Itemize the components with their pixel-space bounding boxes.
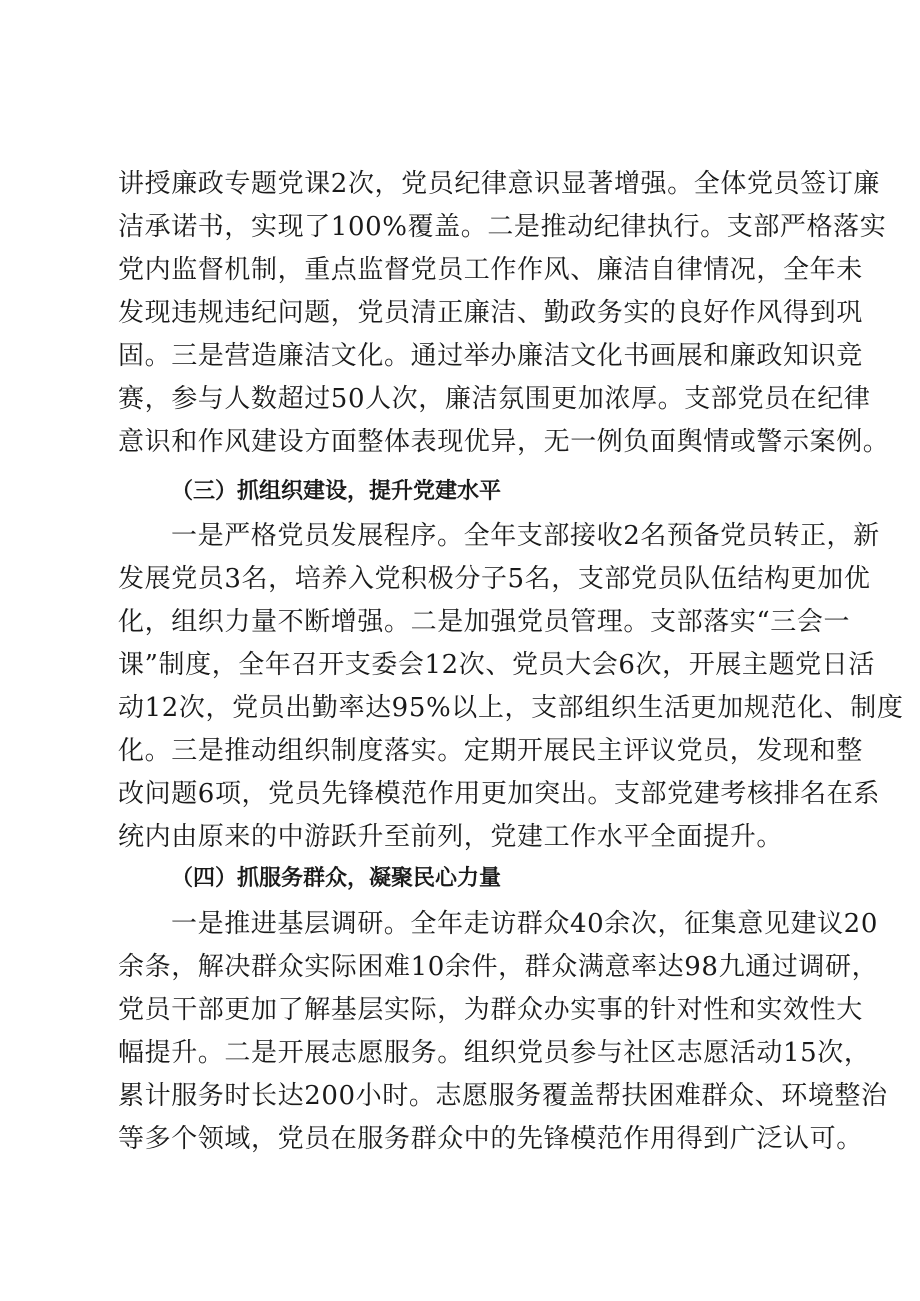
paragraph-line: 一是推进基层调研。全年走访群众40余次，征集意见建议20: [171, 909, 878, 939]
paragraph-line: 课”制度，全年召开支委会12次、党员大会6次，开展主题党日活: [118, 650, 875, 680]
paragraph-line: 化。三是推动组织制度落实。定期开展民主评议党员，发现和整: [118, 736, 863, 766]
paragraph-line: 等多个领域，党员在服务群众中的先锋模范作用得到广泛认可。: [118, 1124, 863, 1154]
section-heading-4: （四）抓服务群众，凝聚民心力量: [171, 866, 502, 891]
paragraph-line: 党内监督机制，重点监督党员工作作风、廉洁自律情况，全年未: [118, 255, 863, 285]
paragraph-line: 余条，解决群众实际困难10余件，群众满意率达98九通过调研，: [118, 952, 879, 982]
paragraph-line: 幅提升。二是开展志愿服务。组织党员参与社区志愿活动15次，: [118, 1038, 871, 1068]
paragraph-line: 一是严格党员发展程序。全年支部接收2名预备党员转正，新: [171, 521, 880, 551]
paragraph-line: 固。三是营造廉洁文化。通过举办廉洁文化书画展和廉政知识竞: [118, 341, 863, 371]
paragraph-line: 改问题6项，党员先锋模范作用更加突出。支部党建考核排名在系: [118, 779, 880, 809]
paragraph-line: 党员干部更加了解基层实际，为群众办实事的针对性和实效性大: [118, 995, 863, 1025]
paragraph-line: 洁承诺书，实现了100%覆盖。二是推动纪律执行。支部严格落实: [118, 212, 887, 242]
paragraph-line: 统内由原来的中游跃升至前列，党建工作水平全面提升。: [118, 822, 784, 852]
paragraph-line: 发展党员3名，培养入党积极分子5名，支部党员队伍结构更加优: [118, 564, 871, 594]
section-heading-3: （三）抓组织建设，提升党建水平: [171, 479, 502, 504]
paragraph-line: 发现违规违纪问题，党员清正廉洁、勤政务实的良好作风得到巩: [118, 298, 863, 328]
paragraph-line: 意识和作风建设方面整体表现优异，无一例负面舆情或警示案例。: [118, 427, 890, 457]
paragraph-line: 讲授廉政专题党课2次，党员纪律意识显著增强。全体党员签订廉: [118, 169, 880, 199]
paragraph-line: 动12次，党员出勤率达95%以上，支部组织生活更加规范化、制度: [118, 693, 904, 723]
paragraph-line: 累计服务时长达200小时。志愿服务覆盖帮扶困难群众、环境整治: [118, 1081, 888, 1111]
paragraph-line: 赛，参与人数超过50人次，廉洁氛围更加浓厚。支部党员在纪律: [118, 384, 871, 414]
paragraph-line: 化，组织力量不断增强。二是加强党员管理。支部落实“三会一: [118, 607, 851, 637]
